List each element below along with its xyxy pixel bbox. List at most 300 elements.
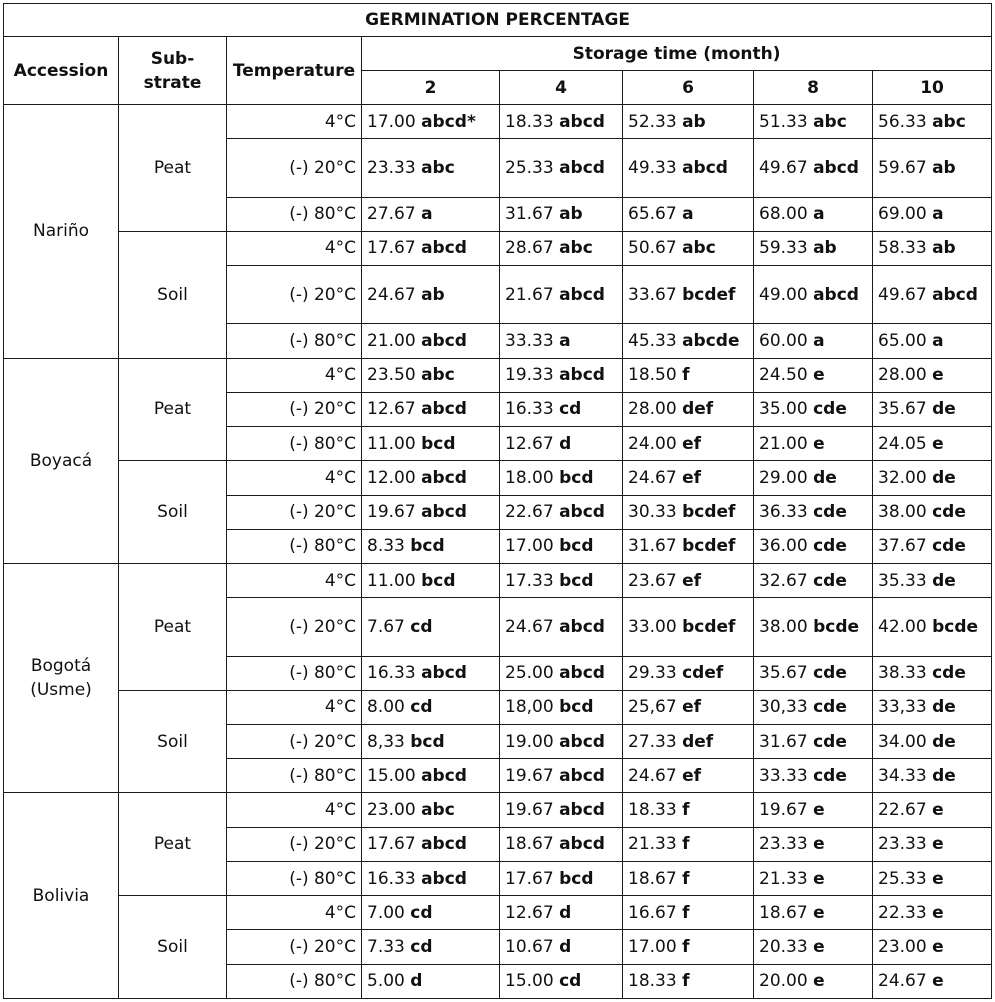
significance-group: ab <box>559 204 583 225</box>
germination-value: 33.67 <box>628 284 677 305</box>
table-body <box>4 105 992 999</box>
significance-group: abcd <box>559 111 605 132</box>
temperature-cell: 4°C <box>227 105 362 139</box>
significance-group: abc <box>421 365 455 386</box>
value-cell <box>623 725 754 759</box>
value-cell <box>500 358 623 392</box>
accession-cell <box>4 793 119 999</box>
significance-group: abcde <box>682 331 740 352</box>
significance-group: a <box>932 331 944 352</box>
germination-value: 45.33 <box>628 331 677 352</box>
significance-group: d <box>559 433 572 454</box>
germination-value: 23.00 <box>367 800 416 821</box>
significance-group: abcd <box>421 765 467 786</box>
temperature-cell: (-) 80°C <box>227 427 362 461</box>
significance-group: abc <box>813 111 847 132</box>
germination-value: 35.33 <box>878 570 927 591</box>
month-header: 6 <box>623 71 754 105</box>
value-cell <box>754 495 873 529</box>
accession-name: Bolivia <box>32 885 90 906</box>
germination-value: 25.00 <box>505 663 554 684</box>
value-cell <box>754 563 873 597</box>
significance-group: abcd <box>421 868 467 889</box>
significance-group: cde <box>932 502 966 523</box>
value-cell <box>500 324 623 358</box>
value-cell <box>623 392 754 426</box>
value-cell <box>362 793 500 827</box>
significance-group: a <box>932 204 944 225</box>
value-cell <box>873 266 992 324</box>
value-cell <box>754 427 873 461</box>
substrate-header-line-2: strate <box>143 72 202 93</box>
germination-value: 19.67 <box>505 800 554 821</box>
title-row <box>4 4 992 37</box>
temperature-cell: 4°C <box>227 793 362 827</box>
germination-value: 21.00 <box>367 331 416 352</box>
significance-group: cde <box>813 399 847 420</box>
germination-value: 42.00 <box>878 616 927 637</box>
germination-value: 19.67 <box>367 502 416 523</box>
significance-group: e <box>932 868 944 889</box>
value-cell <box>500 495 623 529</box>
germination-value: 28.00 <box>628 399 677 420</box>
significance-group: e <box>932 433 944 454</box>
significance-group: bcde <box>932 616 979 637</box>
value-cell <box>623 656 754 690</box>
germination-value: 49.67 <box>759 157 808 178</box>
germination-value: 51.33 <box>759 111 808 132</box>
value-cell <box>623 827 754 861</box>
temperature-cell: (-) 80°C <box>227 656 362 690</box>
significance-group: cd <box>410 936 433 957</box>
germination-value: 30.33 <box>628 502 677 523</box>
value-cell <box>754 759 873 793</box>
germination-value: 38.33 <box>878 663 927 684</box>
significance-group: cd <box>559 971 582 992</box>
month-header: 8 <box>754 71 873 105</box>
germination-value: 24.50 <box>759 365 808 386</box>
significance-group: e <box>932 902 944 923</box>
significance-group: e <box>813 936 825 957</box>
month-header: 4 <box>500 71 623 105</box>
value-cell <box>362 964 500 998</box>
value-cell <box>873 896 992 930</box>
germination-value: 24.67 <box>367 284 416 305</box>
germination-value: 31.67 <box>759 731 808 752</box>
value-cell <box>500 759 623 793</box>
temperature-cell: (-) 80°C <box>227 324 362 358</box>
significance-group: abcd <box>813 284 859 305</box>
germination-value: 21.00 <box>759 433 808 454</box>
value-cell <box>873 563 992 597</box>
significance-group: cde <box>813 536 847 557</box>
temperature-cell: (-) 20°C <box>227 930 362 964</box>
value-cell <box>873 461 992 495</box>
germination-value: 33.33 <box>759 765 808 786</box>
significance-group: bcd <box>421 570 456 591</box>
germination-value: 38.00 <box>878 502 927 523</box>
value-cell <box>623 358 754 392</box>
germination-value: 33.00 <box>628 616 677 637</box>
significance-group: abcd <box>421 834 467 855</box>
significance-group: f <box>682 365 690 386</box>
significance-group: abcd <box>559 834 605 855</box>
germination-value: 68.00 <box>759 204 808 225</box>
table-row <box>4 793 992 827</box>
value-cell <box>362 861 500 895</box>
value-cell <box>873 759 992 793</box>
significance-group: de <box>932 467 956 488</box>
table-row <box>4 896 992 930</box>
significance-group: f <box>682 868 690 889</box>
value-cell <box>362 725 500 759</box>
value-cell <box>873 231 992 265</box>
value-cell <box>500 725 623 759</box>
significance-group: ef <box>682 765 702 786</box>
germination-value: 12.67 <box>505 902 554 923</box>
germination-value: 17.00 <box>367 111 416 132</box>
significance-group: abcd <box>421 399 467 420</box>
significance-group: e <box>813 868 825 889</box>
germination-value: 33,33 <box>878 697 927 718</box>
significance-group: abcd* <box>421 111 476 132</box>
substrate-cell: Soil <box>119 461 227 564</box>
value-cell <box>623 598 754 656</box>
value-cell <box>754 690 873 724</box>
significance-group: abcd <box>421 331 467 352</box>
value-cell <box>623 563 754 597</box>
value-cell <box>754 105 873 139</box>
germination-value: 28.00 <box>878 365 927 386</box>
germination-value: 12.67 <box>367 399 416 420</box>
value-cell <box>754 461 873 495</box>
value-cell <box>623 461 754 495</box>
significance-group: e <box>813 433 825 454</box>
germination-value: 56.33 <box>878 111 927 132</box>
value-cell <box>500 461 623 495</box>
value-cell <box>623 861 754 895</box>
significance-group: e <box>932 971 944 992</box>
germination-value: 8.00 <box>367 697 405 718</box>
significance-group: abc <box>559 238 593 259</box>
value-cell <box>623 324 754 358</box>
significance-group: ef <box>682 570 702 591</box>
value-cell <box>362 461 500 495</box>
significance-group: bcd <box>559 536 594 557</box>
significance-group: abcd <box>421 467 467 488</box>
significance-group: bcdef <box>682 284 736 305</box>
germination-value: 25.33 <box>878 868 927 889</box>
value-cell <box>362 392 500 426</box>
value-cell <box>362 690 500 724</box>
temperature-cell: (-) 80°C <box>227 529 362 563</box>
temperature-cell: (-) 80°C <box>227 861 362 895</box>
significance-group: bcde <box>813 616 860 637</box>
significance-group: de <box>813 467 837 488</box>
germination-value: 35.67 <box>878 399 927 420</box>
germination-value: 11.00 <box>367 433 416 454</box>
germination-value: 23.67 <box>628 570 677 591</box>
value-cell <box>362 896 500 930</box>
germination-value: 18.67 <box>505 834 554 855</box>
significance-group: e <box>932 834 944 855</box>
value-cell <box>362 139 500 197</box>
germination-value: 18.33 <box>628 800 677 821</box>
significance-group: a <box>421 204 433 225</box>
value-cell <box>873 358 992 392</box>
significance-group: cd <box>410 697 433 718</box>
value-cell <box>362 495 500 529</box>
temperature-cell: 4°C <box>227 358 362 392</box>
germination-value: 38.00 <box>759 616 808 637</box>
value-cell <box>500 105 623 139</box>
value-cell <box>873 964 992 998</box>
temperature-cell: (-) 20°C <box>227 495 362 529</box>
germination-value: 17.00 <box>628 936 677 957</box>
germination-value: 32.00 <box>878 467 927 488</box>
table-row <box>4 105 992 139</box>
germination-value: 17.33 <box>505 570 554 591</box>
germination-value: 28.67 <box>505 238 554 259</box>
germination-value: 18.67 <box>628 868 677 889</box>
temperature-cell: 4°C <box>227 563 362 597</box>
significance-group: bcdef <box>682 536 736 557</box>
significance-group: bcd <box>421 433 456 454</box>
germination-value: 21.67 <box>505 284 554 305</box>
header-row-1 <box>4 37 992 71</box>
temperature-cell: 4°C <box>227 231 362 265</box>
value-cell <box>873 793 992 827</box>
significance-group: abcd <box>559 800 605 821</box>
significance-group: abcd <box>559 365 605 386</box>
value-cell <box>623 896 754 930</box>
germination-value: 19.33 <box>505 365 554 386</box>
significance-group: bcd <box>559 697 594 718</box>
significance-group: cde <box>813 502 847 523</box>
value-cell <box>623 930 754 964</box>
value-cell <box>362 358 500 392</box>
significance-group: e <box>813 902 825 923</box>
germination-value: 65.67 <box>628 204 677 225</box>
value-cell <box>500 793 623 827</box>
value-cell <box>873 930 992 964</box>
germination-value: 29.33 <box>628 663 677 684</box>
value-cell <box>754 930 873 964</box>
significance-group: abcd <box>682 157 728 178</box>
significance-group: abc <box>421 157 455 178</box>
significance-group: bcd <box>559 868 594 889</box>
germination-value: 24.05 <box>878 433 927 454</box>
temperature-cell: (-) 20°C <box>227 725 362 759</box>
temperature-header: Temperature <box>227 37 362 105</box>
germination-value: 5.00 <box>367 971 405 992</box>
value-cell <box>754 656 873 690</box>
significance-group: abcd <box>559 157 605 178</box>
germination-value: 18.67 <box>759 902 808 923</box>
temperature-cell: 4°C <box>227 461 362 495</box>
significance-group: bcdef <box>682 502 736 523</box>
significance-group: bcd <box>559 570 594 591</box>
germination-value: 15.00 <box>367 765 416 786</box>
germination-value: 8.33 <box>367 536 405 557</box>
germination-value: 7.67 <box>367 616 405 637</box>
germination-value: 49.67 <box>878 284 927 305</box>
value-cell <box>754 358 873 392</box>
germination-value: 22.67 <box>505 502 554 523</box>
value-cell <box>500 964 623 998</box>
significance-group: abcd <box>559 663 605 684</box>
significance-group: cd <box>559 399 582 420</box>
germination-value: 50.67 <box>628 238 677 259</box>
germination-value: 35.67 <box>759 663 808 684</box>
germination-value: 31.67 <box>505 204 554 225</box>
significance-group: de <box>932 399 956 420</box>
significance-group: cde <box>813 731 847 752</box>
germination-value: 17.67 <box>367 834 416 855</box>
value-cell <box>873 529 992 563</box>
germination-value: 69.00 <box>878 204 927 225</box>
germination-value: 10.67 <box>505 936 554 957</box>
significance-group: a <box>813 331 825 352</box>
temperature-cell: (-) 20°C <box>227 266 362 324</box>
value-cell <box>873 690 992 724</box>
value-cell <box>500 656 623 690</box>
significance-group: ab <box>813 238 837 259</box>
germination-value: 24.67 <box>628 467 677 488</box>
table-row <box>4 563 992 597</box>
value-cell <box>500 896 623 930</box>
germination-value: 16.33 <box>505 399 554 420</box>
value-cell <box>362 231 500 265</box>
accession-cell <box>4 358 119 563</box>
significance-group: cde <box>813 697 847 718</box>
germination-value: 18.50 <box>628 365 677 386</box>
germination-value: 25.33 <box>505 157 554 178</box>
germination-value: 18.33 <box>505 111 554 132</box>
value-cell <box>754 324 873 358</box>
germination-value: 49.00 <box>759 284 808 305</box>
germination-value: 30,33 <box>759 697 808 718</box>
value-cell <box>500 563 623 597</box>
germination-value: 23.33 <box>759 834 808 855</box>
significance-group: ab <box>932 238 956 259</box>
value-cell <box>500 529 623 563</box>
germination-value: 34.33 <box>878 765 927 786</box>
significance-group: cde <box>813 765 847 786</box>
value-cell <box>754 896 873 930</box>
table-title: GERMINATION PERCENTAGE <box>4 4 992 37</box>
germination-value: 35.00 <box>759 399 808 420</box>
significance-group: cd <box>410 902 433 923</box>
value-cell <box>362 197 500 231</box>
significance-group: abcd <box>813 157 859 178</box>
germination-value: 7.33 <box>367 936 405 957</box>
significance-group: abcd <box>421 502 467 523</box>
value-cell <box>873 861 992 895</box>
value-cell <box>754 725 873 759</box>
value-cell <box>362 266 500 324</box>
significance-group: cde <box>813 570 847 591</box>
significance-group: abcd <box>559 502 605 523</box>
germination-value: 20.33 <box>759 936 808 957</box>
germination-value: 19.00 <box>505 731 554 752</box>
value-cell <box>500 231 623 265</box>
germination-value: 24.67 <box>628 765 677 786</box>
value-cell <box>873 827 992 861</box>
significance-group: ef <box>682 467 702 488</box>
significance-group: f <box>682 800 690 821</box>
germination-value: 7.00 <box>367 902 405 923</box>
significance-group: def <box>682 731 714 752</box>
temperature-cell: (-) 20°C <box>227 139 362 197</box>
value-cell <box>873 656 992 690</box>
significance-group: abcd <box>421 238 467 259</box>
germination-value: 22.33 <box>878 902 927 923</box>
germination-value: 32.67 <box>759 570 808 591</box>
significance-group: a <box>682 204 694 225</box>
germination-value: 65.00 <box>878 331 927 352</box>
significance-group: e <box>932 936 944 957</box>
germination-value: 27.33 <box>628 731 677 752</box>
germination-value: 19.67 <box>759 800 808 821</box>
value-cell <box>500 861 623 895</box>
value-cell <box>754 392 873 426</box>
value-cell <box>873 392 992 426</box>
accession-name: Boyacá <box>29 450 93 471</box>
significance-group: def <box>682 399 714 420</box>
significance-group: abcd <box>932 284 978 305</box>
germination-value: 11.00 <box>367 570 416 591</box>
month-header: 2 <box>362 71 500 105</box>
value-cell <box>362 529 500 563</box>
germination-value: 12.00 <box>367 467 416 488</box>
significance-group: e <box>813 971 825 992</box>
significance-group: abcd <box>559 765 605 786</box>
value-cell <box>754 598 873 656</box>
value-cell <box>623 266 754 324</box>
germination-value: 36.00 <box>759 536 808 557</box>
significance-group: bcdef <box>682 616 736 637</box>
temperature-cell: (-) 20°C <box>227 827 362 861</box>
germination-value: 60.00 <box>759 331 808 352</box>
temperature-cell: (-) 20°C <box>227 598 362 656</box>
substrate-cell: Soil <box>119 896 227 999</box>
value-cell <box>362 427 500 461</box>
germination-value: 8,33 <box>367 731 405 752</box>
germination-value: 27.67 <box>367 204 416 225</box>
value-cell <box>623 197 754 231</box>
value-cell <box>754 231 873 265</box>
germination-value: 52.33 <box>628 111 677 132</box>
significance-group: cde <box>932 536 966 557</box>
germination-value: 24.67 <box>878 971 927 992</box>
value-cell <box>754 793 873 827</box>
germination-value: 18.33 <box>628 971 677 992</box>
substrate-cell: Peat <box>119 793 227 896</box>
table-row <box>4 461 992 495</box>
significance-group: e <box>813 365 825 386</box>
significance-group: d <box>559 936 572 957</box>
temperature-cell: (-) 80°C <box>227 197 362 231</box>
germination-value: 16.33 <box>367 868 416 889</box>
significance-group: e <box>932 800 944 821</box>
accession-cell <box>4 105 119 359</box>
value-cell <box>623 759 754 793</box>
significance-group: abcd <box>559 284 605 305</box>
germination-value: 29.00 <box>759 467 808 488</box>
month-header: 10 <box>873 71 992 105</box>
temperature-cell: 4°C <box>227 896 362 930</box>
